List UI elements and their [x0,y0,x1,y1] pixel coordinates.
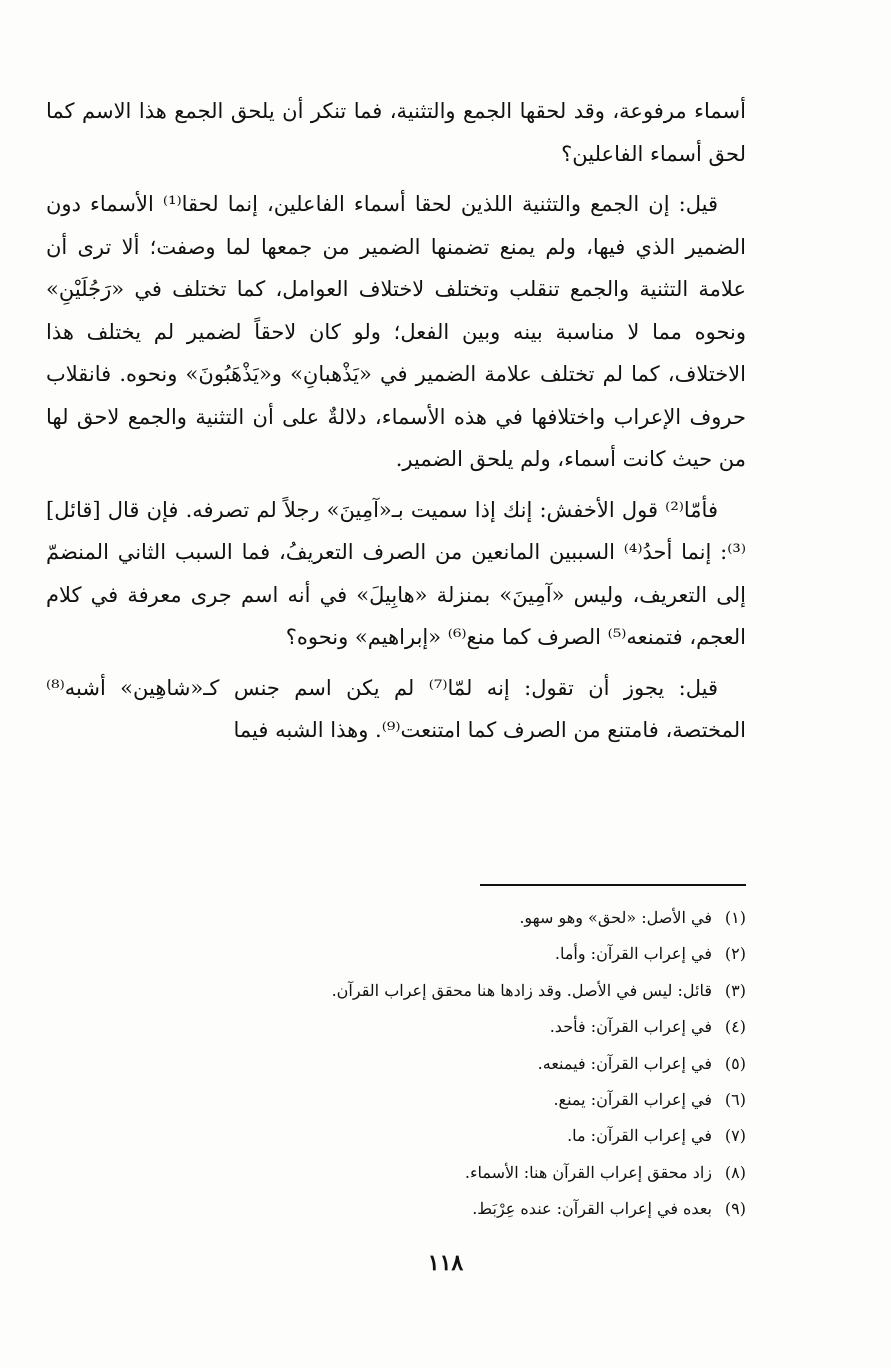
footnote-3 [46,973,746,1009]
footnote-text: في الأصل: «لحق» وهو سهو. [519,908,712,927]
paragraph-2: قيل: إن الجمع والتثنية اللذين لحقا أسماء الفاعلين، إنما لحقا⁽¹⁾ الأسماء دون الضمير الذي فيها، ولم يمنع تضمنها الضمير من جمعها لما وصفت؛ ألا ترى أن علامة التثنية والجمع تنقلب وتختلف لاختلاف العوامل، كما تختلف في «رَجُلَيْنِ» ونحوه مما لا مناسبة بينه وبين الفعل؛ ولو كان لاحقاً لضمير لم يختلف هذا الاختلاف، كما لم تختلف علامة الضمير في «يَذْهبانِ» و«يَذْهَبُونَ» ونحوه. فانقلاب حروف الإعراب واختلافها في هذه الأسماء، دلالةٌ على أن التثنية والجمع لاحق لها من حيث كانت أسماء، ولم يلحق الضمير. [46,192,746,471]
footnote-number: (٩) [724,1199,746,1219]
footnote-number: (٧) [724,1126,746,1146]
footnote-4 [46,1009,746,1045]
footnote-text: في إعراب القرآن: وأما. [554,944,712,964]
paragraph-4: قيل: يجوز أن تقول: إنه لمّا⁽⁷⁾ لم يكن اسم جنس كـ«شاهِين» أشبه⁽⁸⁾ المختصة، فامتنع من الصرف كما امتنعت⁽⁹⁾. وهذا الشبه فيما [46,675,746,742]
footnote-number: (١) [724,908,746,927]
main-text [46,90,746,760]
footnote-divider [480,884,746,886]
footnote-text: في إعراب القرآن: فأحد. [549,1017,712,1037]
paragraph-1: أسماء مرفوعة، وقد لحقها الجمع والتثنية، فما تنكر أن يلحق الجمع هذا الاسم كما لحق أسماء الفاعلين؟ [46,99,746,166]
footnote-number: (٤) [724,1017,746,1037]
footnote-number: (٢) [724,944,746,964]
footnote-text: في إعراب القرآن: يمنع. [553,1090,712,1110]
paragraph-3: فأمّا⁽²⁾ قول الأخفش: إنك إذا سميت بـ«آمِينَ» رجلاً لم تصرفه. فإن قال [قائل]⁽³⁾: إنما أحدُ⁽⁴⁾ السببين المانعين من الصرف التعريفُ، فما السبب الثاني المنضمّ إلى التعريف، وليس «آمِينَ» بمنزلة «هابِيلَ» في أنه اسم جرى معرفة في كلام العجم، فتمنعه⁽⁵⁾ الصرف كما منع⁽⁶⁾ «إبراهيم» ونحوه؟ [46,497,746,649]
footnote-2 [46,936,746,972]
footnote-text: زاد محقق إعراب القرآن هنا: الأسماء. [464,1162,712,1182]
footnote-text: قائل: ليس في الأصل. وقد زادها هنا محقق إعراب القرآن. [331,980,712,1000]
footnote-text: في إعراب القرآن: فيمنعه. [537,1053,712,1073]
footnote-text: بعده في إعراب القرآن: عنده عِرْبَط. [472,1199,712,1219]
footnote-5 [46,1046,746,1082]
footnote-1 [46,900,746,936]
footnotes [46,900,746,1228]
footnote-number: (٨) [724,1162,746,1182]
footnote-7 [46,1118,746,1154]
footnote-text: في إعراب القرآن: ما. [567,1126,712,1146]
footnote-number: (٦) [724,1090,746,1110]
footnote-9 [46,1191,746,1227]
footnote-number: (٥) [724,1053,746,1073]
footnote-number: (٣) [724,980,746,1000]
page-number: ١١٨ [427,1250,464,1276]
footnote-6 [46,1082,746,1118]
footnote-8 [46,1155,746,1191]
